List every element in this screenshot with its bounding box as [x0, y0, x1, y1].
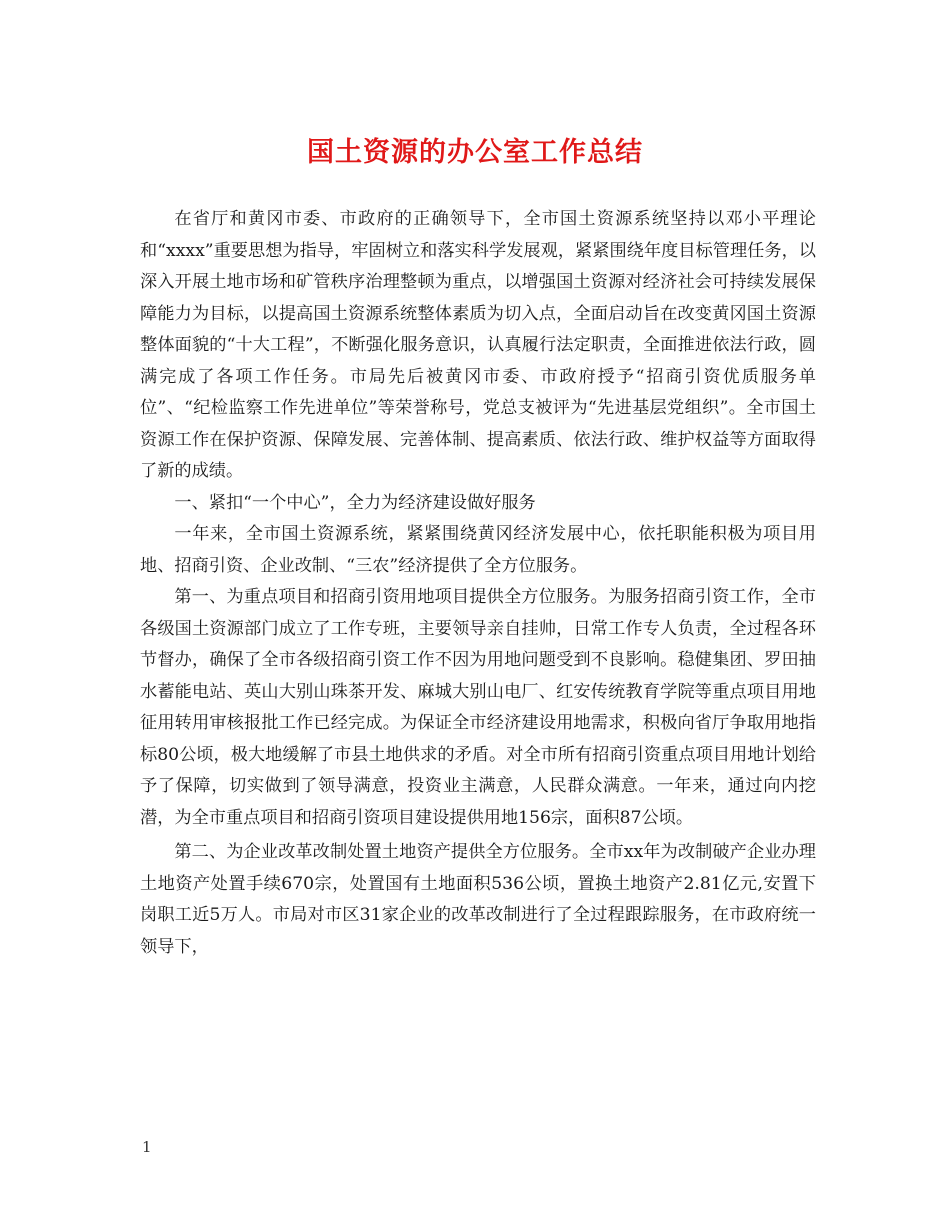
document-title: 国土资源的办公室工作总结 [307, 137, 643, 168]
paragraph-overview: 一年来，全市国土资源系统，紧紧围绕黄冈经济发展中心，依托职能积极为项目用地、招商引资、企业改制、“三农”经济提供了全方位服务。 [140, 524, 816, 576]
document-body [140, 204, 816, 963]
paragraph-second: 第二、为企业改革改制处置土地资产提供全方位服务。全市xx年为改制破产企业办理土地资产处置手续670宗，处置国有土地面积536公顷，置换土地资产2.81亿元,安置下岗职工近5万人。市局对市区31家企业的改革改制进行了全过程跟踪服务，在市政府统一领导下， [140, 842, 816, 957]
paragraph-first: 第一、为重点项目和招商引资用地项目提供全方位服务。为服务招商引资工作，全市各级国土资源部门成立了工作专班，主要领导亲自挂帅，日常工作专人负责，全过程各环节督办，确保了全市各级招商引资工作不因为用地问题受到不良影响。稳健集团、罗田抽水蓄能电站、英山大别山珠茶开发、麻城大别山电厂、红安传统教育学院等重点项目用地征用转用审核报批工作已经完成。为保证全市经济建设用地需求，积极向省厅争取用地指标80公顷，极大地缓解了市县土地供求的矛盾。对全市所有招商引资重点项目用地计划给予了保障，切实做到了领导满意，投资业主满意，人民群众满意。一年来，通过向内挖潜，为全市重点项目和招商引资项目建设提供用地156宗，面积87公顷。 [140, 587, 816, 828]
page-number: 1 [142, 1138, 152, 1156]
paragraph-intro: 在省厅和黄冈市委、市政府的正确领导下，全市国土资源系统坚持以邓小平理论和“xxxx”重要思想为指导，牢固树立和落实科学发展观，紧紧围绕年度目标管理任务，以深入开展土地市场和矿管秩序治理整顿为重点，以增强国土资源对经济社会可持续发展保障能力为目标，以提高国土资源系统整体素质为切入点，全面启动旨在改变黄冈国土资源整体面貌的“十大工程”，不断强化服务意识，认真履行法定职责，全面推进依法行政，圆满完成了各项工作任务。市局先后被黄冈市委、市政府授予“招商引资优质服务单位”、“纪检监察工作先进单位”等荣誉称号，党总支被评为“先进基层党组织”。全市国土资源工作在保护资源、保障发展、完善体制、提高素质、依法行政、维护权益等方面取得了新的成绩。 [140, 209, 816, 481]
section-heading: 一、紧扣“一个中心”，全力为经济建设做好服务 [174, 492, 536, 513]
